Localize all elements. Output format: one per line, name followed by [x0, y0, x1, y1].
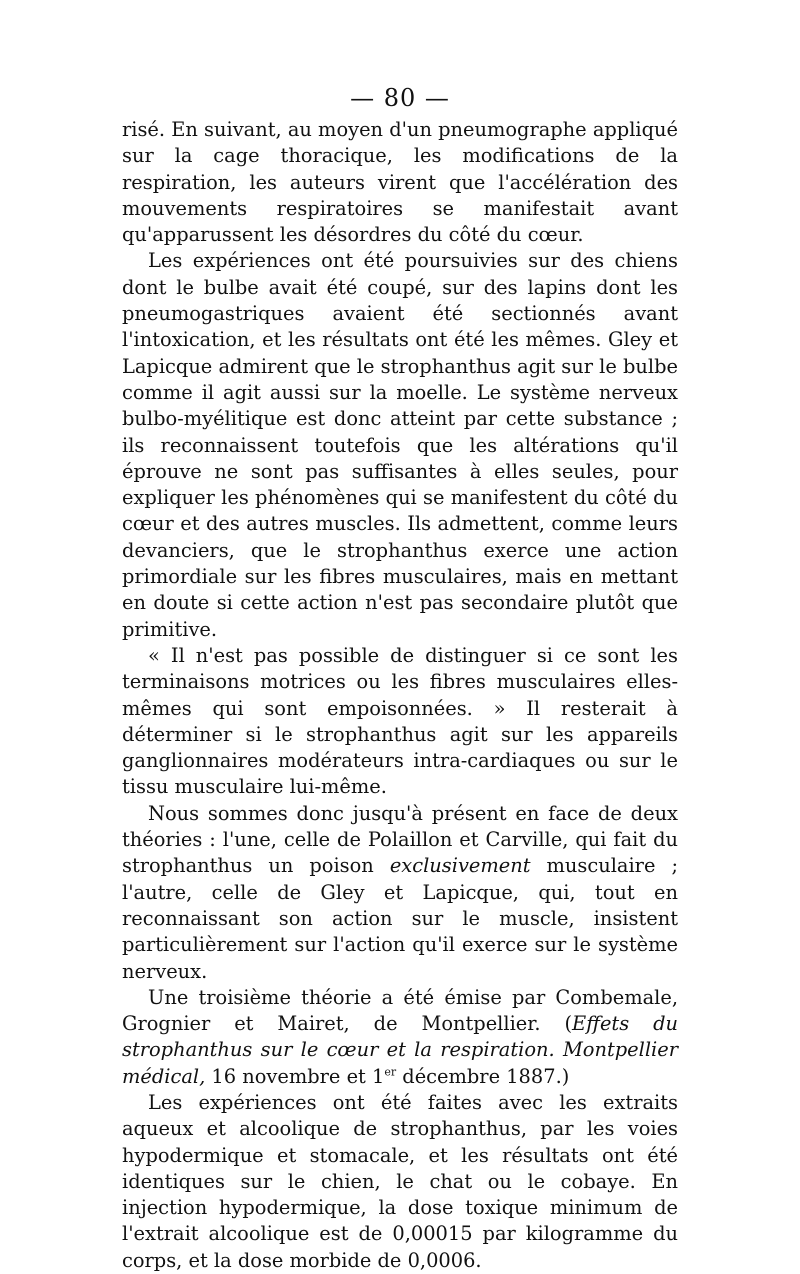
paragraph-5-date: 16 novembre et 1 — [205, 1064, 385, 1088]
paragraph-4 — [122, 801, 678, 985]
paragraph-5-citation: Effets du strophanthus sur le cœur et la respiration. Montpellier médical, — [122, 1012, 678, 1088]
paragraph-3: « Il n'est pas possible de distinguer si ce sont les terminaisons motrices ou les fibres musculaires elles-mêmes qui sont empoisonnées. » Il resterait à déterminer si le strophanthus agit sur les appareils ganglionnaires modérateurs intra-cardiaques ou sur le tissu musculaire lui-même. — [122, 643, 678, 799]
paragraph-5 — [122, 985, 678, 1090]
paragraph-1: risé. En suivant, au moyen d'un pneumographe appliqué sur la cage thoracique, les modifications de la respiration, les auteurs virent que l'accélération des mouvements respiratoires se manifestait avant qu'apparussent les désordres du côté du cœur. — [122, 118, 678, 247]
page-number: — 80 — — [350, 84, 450, 112]
ordinal-suffix: er — [384, 1065, 397, 1079]
paragraph-4-text-end: musculaire ; l'autre, celle de Gley et Lapicque, qui, tout en reconnaissant son action sur le muscle, insistent particulièrement sur l'action qu'il exerce sur le système nerveux. — [122, 854, 678, 983]
paragraph-5-text-end: décembre 1887.) — [396, 1064, 570, 1088]
body-text — [122, 117, 678, 1274]
paragraph-2: Les expériences ont été poursuivies sur des chiens dont le bulbe avait été coupé, sur des lapins dont les pneumogastriques avaient été sectionnés avant l'intoxication, et les résultats ont été les mêmes. Gley et Lapicque admirent que le strophanthus agit sur le bulbe comme il agit aussi sur la moelle. Le système nerveux bulbo-myélitique est donc atteint par cette substance ; ils reconnaissent toutefois que les altérations qu'il éprouve ne sont pas suffisantes à elles seules, pour expliquer les phénomènes qui se manifestent du côté du cœur et des autres muscles. Ils admettent, comme leurs devanciers, que le strophanthus exerce une action primordiale sur les fibres musculaires, mais en mettant en doute si cette action n'est pas secondaire plutôt que primitive. — [122, 249, 678, 641]
paragraph-4-italic: exclusivement — [389, 854, 531, 878]
paragraph-6: Les expériences ont été faites avec les extraits aqueux et alcoolique de strophanthus, par les voies hypodermique et stomacale, et les résultats ont été identiques sur le chien, le chat ou le cobaye. En injection hypodermique, la dose toxique minimum de l'extrait alcoolique est de 0,00015 par kilogramme du corps, et la dose morbide de 0,0006. — [122, 1090, 678, 1272]
paragraph-4-text-start: Nous sommes donc jusqu'à présent en face de deux théories : l'une, celle de Polaillon et Carville, qui fait du strophanthus un poison — [122, 801, 678, 878]
paragraph-5-text-start: Une troisième théorie a été émise par Combemale, Grognier et Mairet, de Montpellier. ( — [122, 985, 678, 1036]
